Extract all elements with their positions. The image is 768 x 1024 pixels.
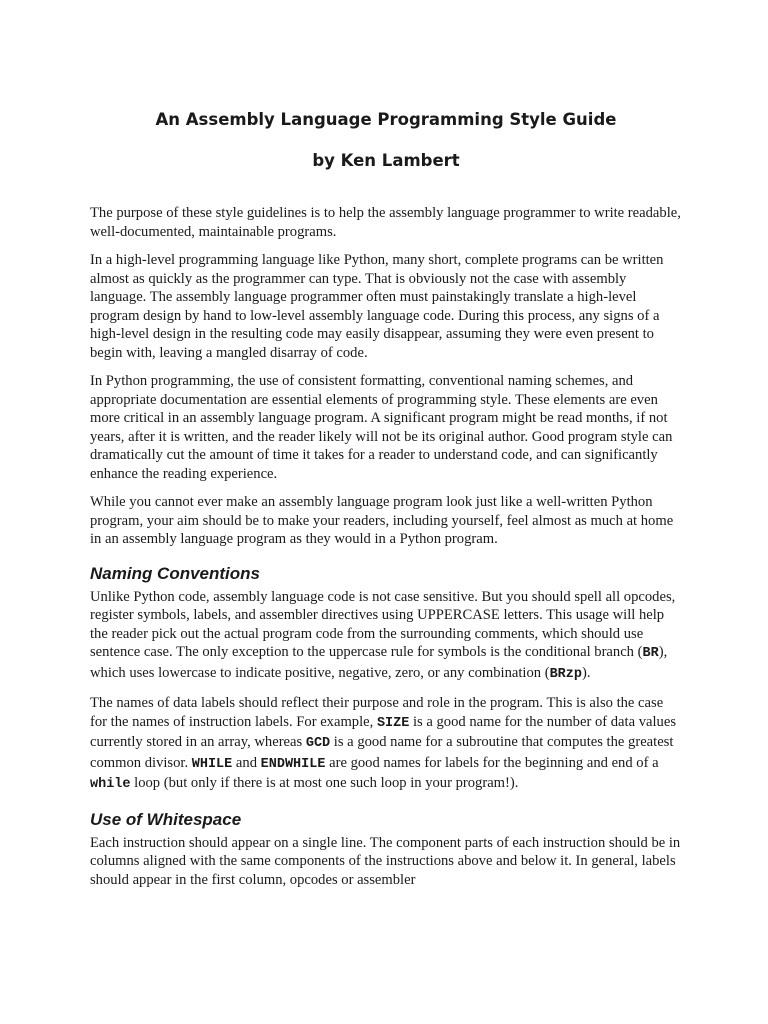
text-run: are good names for labels for the beginning and end of a (325, 754, 659, 771)
document-author: by Ken Lambert (312, 151, 460, 170)
code-token: ENDWHILE (260, 756, 326, 772)
intro-paragraph-1: The purpose of these style guidelines is to help the assembly language programmer to write readable, well-documented, maintainable programs. (90, 205, 681, 240)
code-token: BRzp (549, 666, 582, 682)
text-run: ), which uses lowercase to indicate positive, negative, zero, or any combination ( (90, 644, 668, 681)
code-token: GCD (305, 736, 331, 751)
code-token: BR (642, 646, 659, 661)
code-token: while (90, 777, 131, 792)
text-run: is a good name for the number of data values currently stored in an array, whereas (90, 713, 677, 750)
whitespace-paragraph-1: Each instruction should appear on a single line. The component parts of each instruction should be in columns aligned with the same components of the instructions above and below it. In general, labels should appear in the first column, opcodes or assembler (90, 834, 681, 888)
intro-paragraph-3: In Python programming, the use of consistent formatting, conventional naming schemes, and appropriate documentation are essential elements of programming style. These elements are even more critical in an assembly language program. A significant program might be read months, if not years, after it is written, and the reader likely will not be its original author. Good program style can dramatically cut the amount of time it takes for a reader to understand code, and can significantly enhance the reading experience. (90, 373, 673, 482)
text-run: loop (but only if there is at most one such loop in your program!). (130, 775, 519, 791)
text-run: The names of data labels should reflect their purpose and role in the program. This is also the case for the names of instruction labels. For example, (90, 695, 664, 730)
intro-paragraph-2: In a high-level programming language like Python, many short, complete programs can be written almost as quickly as the programmer can type. That is obviously not the case with assembly language. The assembly language programmer often must painstakingly translate a high-level program design by hand to low-level assembly language code. During this process, any signs of a high-level design in the resulting code may easily disappear, assuming they were even present to begin with, leaving a mangled disarray of code. (90, 252, 664, 361)
code-token: WHILE (191, 756, 233, 772)
intro-paragraph-4: While you cannot ever make an assembly language program look just like a well-written Python program, your aim should be to make your readers, including yourself, feel almost as much at home in an assembly language program as they would in a Python program. (90, 494, 674, 547)
code-token: SIZE (376, 715, 410, 731)
text-run: ). (581, 664, 591, 681)
section-heading-whitespace: Use of Whitespace (90, 809, 242, 829)
naming-paragraph-1 (90, 588, 682, 685)
document-title: An Assembly Language Programming Style Guide (155, 110, 617, 129)
document-page (90, 108, 682, 899)
naming-paragraph-2 (90, 694, 682, 795)
text-run: and (232, 754, 261, 771)
section-heading-naming: Naming Conventions (90, 563, 261, 583)
text-run: Unlike Python code, assembly language code is not case sensitive. But you should spell all opcodes, register symbols, labels, and assembler directives using UPPERCASE letters. This usage will help the reader pick out the actual program code from the surrounding comments, which should use sentence case. The only exception to the uppercase rule for symbols is the conditional branch ( (90, 588, 676, 660)
text-run: is a good name for a subroutine that computes the greatest common divisor. (90, 734, 674, 771)
